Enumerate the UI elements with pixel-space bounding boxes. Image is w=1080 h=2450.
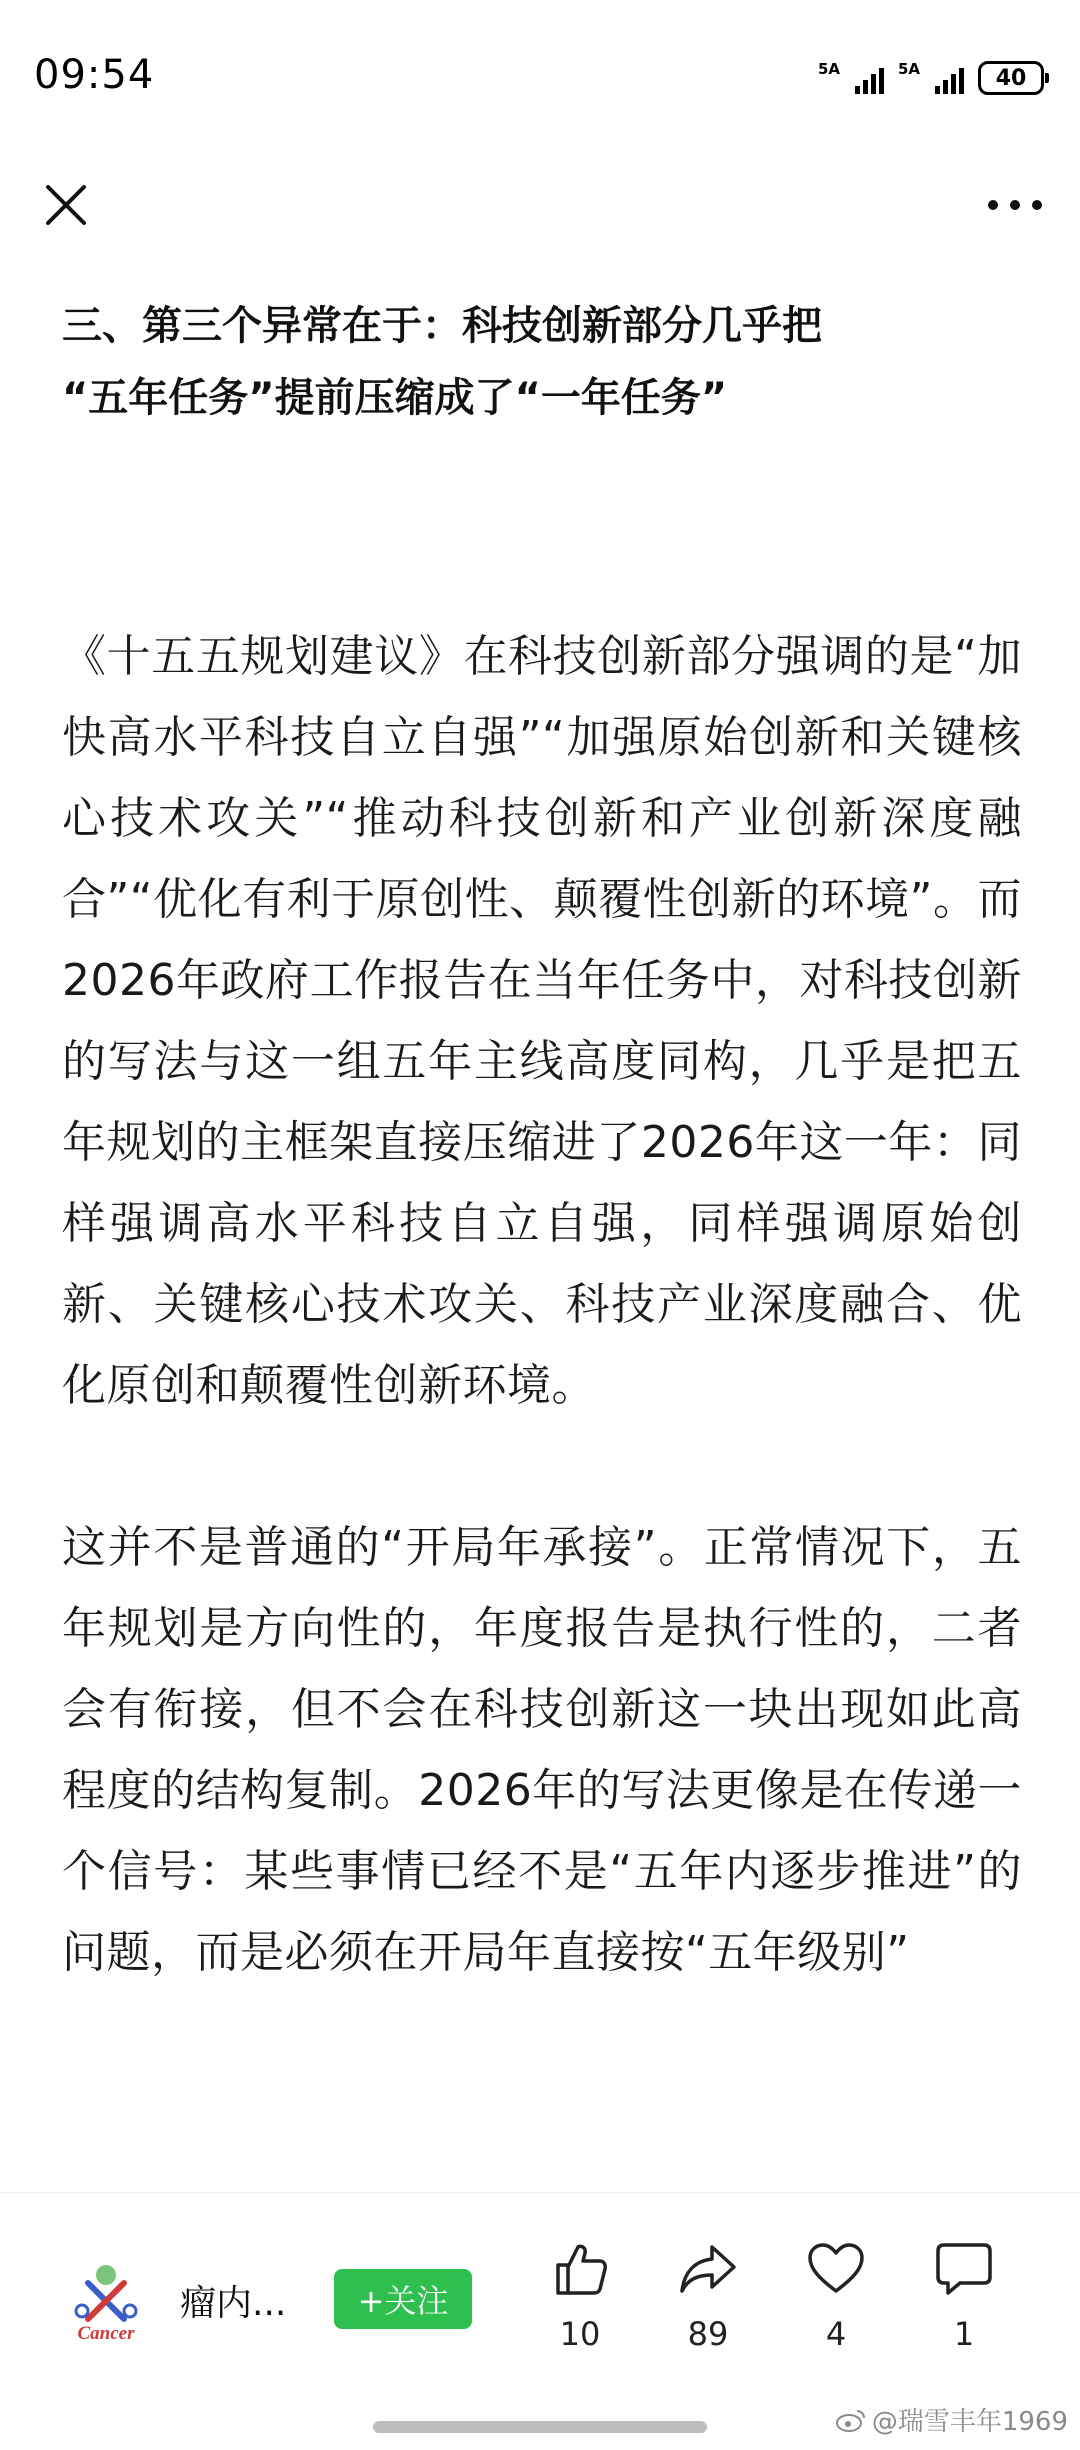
like-button[interactable]	[530, 2239, 630, 2353]
weibo-icon	[836, 2407, 866, 2433]
like-count: 10	[559, 2315, 601, 2353]
cancer-logo-icon	[58, 2253, 154, 2349]
article-heading	[62, 290, 1022, 434]
close-icon	[42, 181, 90, 229]
signal-icon	[818, 60, 884, 96]
top-nav	[0, 160, 1080, 270]
favorite-count: 4	[825, 2315, 847, 2353]
status-icons	[818, 60, 1044, 96]
heading-line-1: 三、第三个异常在于：科技创新部分几乎把	[62, 303, 822, 349]
sim2-label: 5A	[898, 60, 921, 78]
article	[62, 290, 1022, 1993]
avatar-text: Cancer	[77, 2323, 135, 2344]
watermark-text: @瑞雪丰年1969	[871, 2407, 1068, 2437]
close-button[interactable]	[36, 170, 96, 240]
favorite-button[interactable]	[786, 2239, 886, 2353]
article-paragraph-1: 《十五五规划建议》在科技创新部分强调的是“加快高水平科技自立自强”“加强原始创新和关键核心技术攻关”“推动科技创新和产业创新深度融合”“优化有利于原创性、颠覆性创新的环境”。而2026年政府工作报告在当年任务中，对科技创新的写法与这一组五年主线高度同构，几乎是把五年规划的主框架直接压缩进了2026年这一年：同样强调高水平科技自立自强，同样强调原始创新、关键核心技术攻关、科技产业深度融合、优化原创和颠覆性创新环境。	[62, 631, 1022, 1411]
status-bar	[0, 0, 1080, 150]
share-button[interactable]	[658, 2239, 758, 2353]
more-icon	[987, 197, 1043, 213]
comment-button[interactable]	[914, 2239, 1014, 2353]
comment-icon	[934, 2239, 994, 2299]
heart-icon	[806, 2239, 866, 2299]
battery-level: 40	[995, 65, 1027, 91]
signal-icon-2	[898, 60, 964, 96]
follow-button[interactable]: +关注	[334, 2269, 472, 2329]
article-paragraph-2: 这并不是普通的“开局年承接”。正常情况下，五年规划是方向性的，年度报告是执行性的，二者会有衔接，但不会在科技创新这一块出现如此高程度的结构复制。2026年的写法更像是在传递一个信号：某些事情已经不是“五年内逐步推进”的问题，而是必须在开局年直接按“五年级别”	[62, 1522, 1022, 1978]
author-name[interactable]: 瘤内...	[180, 2283, 287, 2324]
sim1-label: 5A	[818, 60, 841, 78]
comment-count: 1	[953, 2315, 975, 2353]
home-indicator[interactable]	[373, 2421, 707, 2433]
status-time: 09:54	[34, 52, 155, 98]
article-body	[62, 616, 1022, 1993]
watermark	[836, 2401, 1068, 2438]
share-count: 89	[687, 2315, 729, 2353]
action-bar	[0, 2192, 1080, 2450]
share-icon	[678, 2239, 738, 2299]
more-button[interactable]	[980, 170, 1050, 240]
heading-line-2: “五年任务”提前压缩成了“一年任务”	[62, 375, 728, 421]
avatar[interactable]	[58, 2253, 154, 2349]
battery-icon	[978, 61, 1044, 95]
thumbs-up-icon	[550, 2239, 610, 2299]
